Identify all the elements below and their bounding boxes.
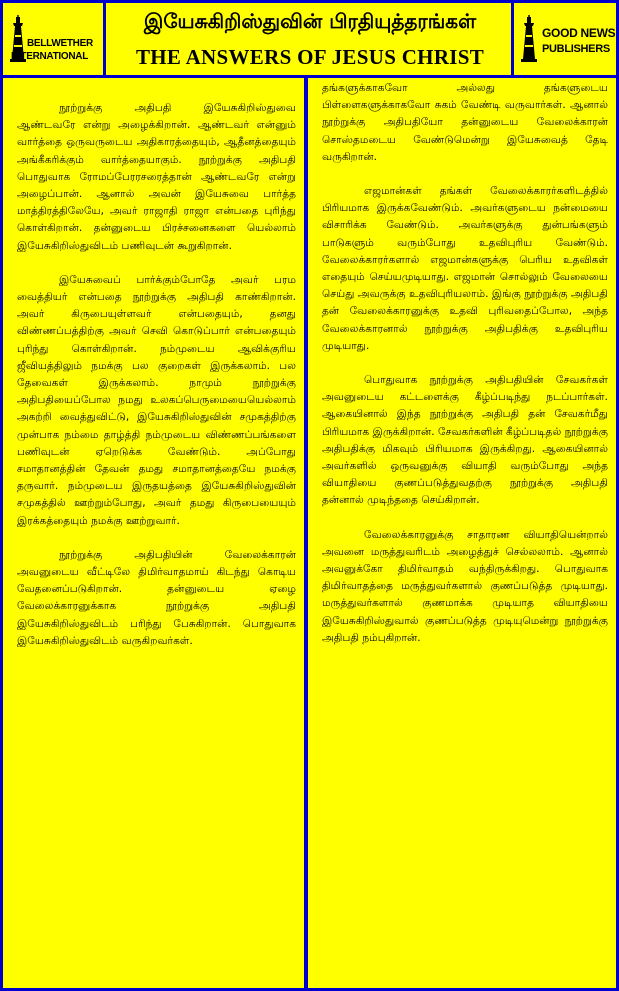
paragraph: பொதுவாக நூற்றுக்கு அதிபதியின் சேவகர்கள் அவனுடைய கட்டளைக்கு கீழ்ப்படிந்து நடப்பார்கள். ஆகையினால் இந்த நூற்றுக்கு அதிபதி தன் சேவகர்மீது பிரியமாக இருக்கிறான். சேவகர்களின் கீழ்ப்படிதல் நூற்றுக்கு அதிபதிக்கு மிகவும் பிரியமாக இருக்கிறது. ஆகையினால் அவர்களில் ஒருவனுக்கு வியாதி வரும்போது அந்த வியாதியை குணப்படுத்துவதற்கு நூற்றுக்கு அதிபதி தன்னால் முடிந்ததை செய்கிறான். — [322, 374, 608, 507]
title-english: THE ANSWERS OF JESUS CHRIST — [135, 45, 485, 69]
left-column — [3, 78, 308, 988]
logo-line2: INTERNATIONAL — [11, 51, 89, 62]
left-logo-box — [3, 3, 106, 75]
paragraph: தங்களுக்காகவோ அல்லது தங்களுடைய பிள்ளைகளுக்காகவோ சுகம் வேண்டி வருவார்கள். ஆனால் நூற்றுக்கு அதிபதியோ தன்னுடைய வேலைக்காரன் சொஸ்தமடைய வேண்டுமென்று இயேசுவைத் தேடி வருகிறான். — [322, 82, 608, 163]
logo-line1: BELLWETHER — [27, 38, 93, 49]
title-tamil: இயேசுகிறிஸ்துவின் பிரதியுத்தரங்கள் — [143, 9, 477, 33]
bellwether-logo — [9, 13, 101, 65]
logo-line1: GOOD NEWS — [542, 26, 616, 40]
header — [0, 0, 619, 78]
lighthouse-icon — [520, 13, 538, 63]
paragraph: வேலைக்காரனுக்கு சாதாரண வியாதியென்றால் அவனை மருத்துவரிடம் அழைத்துச் செல்லலாம். ஆனால் அவனுக்கோ திமிர்வாதம் வந்திருக்கிறது. பொதுவாக திமிர்வாதத்தை மருத்துவர்களால் குணப்படுத்த முடியாது. மருத்துவர்களால் குணமாக்க முடியாத வியாதியை இயேசுகிறிஸ்துவால் குணப்படுத்த முடியுமென்று நூற்றுக்கு அதிபதி நம்புகிறான். — [322, 528, 608, 644]
paragraph: நூற்றுக்கு அதிபதி இயேசுகிறிஸ்துவை ஆண்டவரே என்று அழைக்கிறான். ஆண்டவர் என்னும் வார்த்தை ஒருவருடைய அதிகாரத்தையும், ஆதீனத்தையும் அங்கீகரிக்கும் வார்த்தையாகும். நூற்றுக்கு அதிபதி பொதுவாக ரோமப்பேரரசரைத்தான் ஆண்டவரே என்று அழைப்பான். ஆனால் அவன் இயேசுவை பார்த்த மாத்திரத்திலேயே, அவர் ராஜாதி ராஜா என்பதை புரிந்து கொள்கிறான். தன்னுடைய பிரச்சனைகளை யெல்லாம் இயேசுகிறிஸ்துவிடம் பணிவுடன் கூறுகிறான். — [17, 102, 296, 252]
right-logo-box — [514, 3, 616, 75]
logo-line2: PUBLISHERS — [542, 43, 610, 55]
paragraph: எஜமான்கள் தங்கள் வேலைக்காரர்களிடத்தில் பிரியமாக இருக்கவேண்டும். அவர்களுடைய நன்மையை விசாரிக்க வேண்டும். அவர்களுக்கு துன்பங்களும் பாடுகளும் வரும்போது உதவிபுரிய வேண்டும். வேலைக்காரர்களால் எஜமான்களுக்கு பெரிய உதவிகள் எதையும் செய்யமுடியாது. எஜமான் சொல்லும் வேலையை செய்து அவருக்கு உதவிபுரியலாம். இங்கு நூற்றுக்கு அதிபதி தன் வேலைக்காரனுக்கு உதவி புரிவதைப்போல, அந்த வேலைக்காரனால் நூற்றுக்கு அதிபதிக்கு உதவிபுரிய முடியாது. — [322, 185, 608, 352]
title-box — [106, 3, 514, 75]
right-column — [308, 78, 616, 988]
paragraph: இயேசுவைப் பார்க்கும்போதே அவர் பரம வைத்தியர் என்பதை நூற்றுக்கு அதிபதி காண்கிறான். அவர் கிருபையுள்ளவர் என்பதையும், தனது விண்ணப்பத்திற்கு அவர் செவி கொடுப்பார் என்பதையும் புரிந்து கொள்கிறான். நம்முடைய ஆவிக்குரிய ஜீவியத்திலும் நமக்கு பல குறைகள் இருக்கலாம். பல தேவைகள் இருக்கலாம். நாமும் நூற்றுக்கு அதிபதியைப்போல நமது உலகப்பெருமையையெல்லாம் அகற்றி வைத்துவிட்டு, இயேசுகிறிஸ்துவின் சமுகத்திற்கு முன்பாக நம்மை தாழ்த்தி நம்முடைய விண்ணப்பங்களை பணிவுடன் ஏறெடுக்க வேண்டும். அப்போது சமாதானத்தின் தேவன் தமது சமாதானத்தையே நமக்கு தருவார். நம்முடைய இருதயத்தை இயேசுகிறிஸ்துவின் சமுகத்தில் ஊற்றும்போது, அவர் தமது கிருபையையும் இரக்கத்தையும் நமக்கு ஊற்றுவார். — [17, 273, 296, 527]
paragraph: நூற்றுக்கு அதிபதியின் வேலைக்காரன் அவனுடைய வீட்டிலே திமிர்வாதமாய் கிடந்து கொடிய வேதனைப்படுகிறான். தன்னுடைய ஏழை வேலைக்காரனுக்காக நூற்றுக்கு அதிபதி இயேசுகிறிஸ்துவிடம் பரிந்து பேசுகிறான். பொதுவாக இயேசுகிறிஸ்துவிடம் வருகிறவர்கள். — [17, 548, 296, 647]
good-news-logo — [520, 13, 616, 65]
